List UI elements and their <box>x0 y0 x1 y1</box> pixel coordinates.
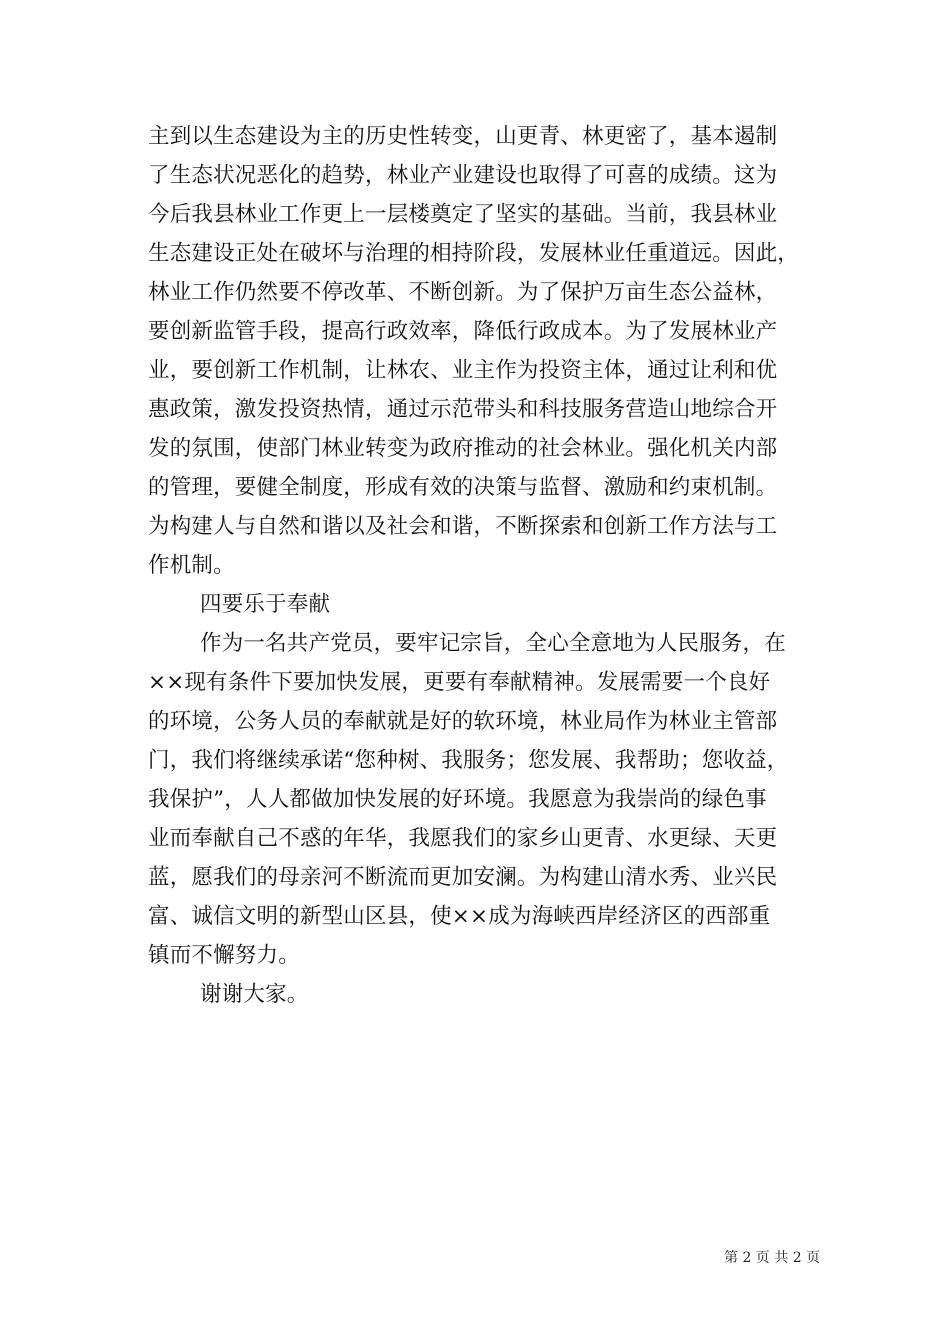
text-line: 我保护”，人人都做加快发展的好环境。我愿意为我崇尚的绿色事 <box>148 787 767 812</box>
text-line: 业而奉献自己不惑的年华，我愿我们的家乡山更青、水更绿、天更 <box>148 826 778 851</box>
text-line: ××现有条件下要加快发展，更要有奉献精神。发展需要一个良好 <box>148 670 771 695</box>
text-line: 门，我们将继续承诺“您种树、我服务；您发展、我帮助；您收益， <box>148 748 789 773</box>
section-heading: 四要乐于奉献 <box>200 592 331 617</box>
text-line: 生态建设正处在破坏与治理的相持阶段，发展林业任重道远。因此， <box>148 241 800 266</box>
text-line: 的管理，要健全制度，形成有效的决策与监督、激励和约束机制。 <box>148 475 778 500</box>
closing-line: 谢谢大家。 <box>200 982 309 1007</box>
text-line: 主到以生态建设为主的历史性转变，山更青、林更密了，基本遏制 <box>148 124 778 149</box>
text-line: 为构建人与自然和谐以及社会和谐，不断探索和创新工作方法与工 <box>148 514 778 539</box>
text-line: 业，要创新工作机制，让林农、业主作为投资主体，通过让利和优 <box>148 358 778 383</box>
text-line: 作为一名共产党员，要牢记宗旨，全心全意地为人民服务，在 <box>200 631 786 656</box>
page-number: 第 2 页 共 2 页 <box>724 1250 821 1266</box>
text-line: 林业工作仍然要不停改革、不断创新。为了保护万亩生态公益林， <box>148 280 778 305</box>
text-line: 富、诚信文明的新型山区县，使××成为海峡西岸经济区的西部重 <box>148 904 771 929</box>
text-line: 了生态状况恶化的趋势，林业产业建设也取得了可喜的成绩。这为 <box>148 163 778 188</box>
text-line: 要创新监管手段，提高行政效率，降低行政成本。为了发展林业产 <box>148 319 778 344</box>
text-line: 惠政策，激发投资热情，通过示范带头和科技服务营造山地综合开 <box>148 397 778 422</box>
text-line: 作机制。 <box>148 553 235 578</box>
text-line: 镇而不懈努力。 <box>148 943 300 968</box>
text-line: 今后我县林业工作更上一层楼奠定了坚实的基础。当前，我县林业 <box>148 202 778 227</box>
text-line: 的环境，公务人员的奉献就是好的软环境，林业局作为林业主管部 <box>148 709 778 734</box>
text-line: 蓝，愿我们的母亲河不断流而更加安澜。为构建山清水秀、业兴民 <box>148 865 778 890</box>
text-line: 发的氛围，使部门林业转变为政府推动的社会林业。强化机关内部 <box>148 436 778 461</box>
